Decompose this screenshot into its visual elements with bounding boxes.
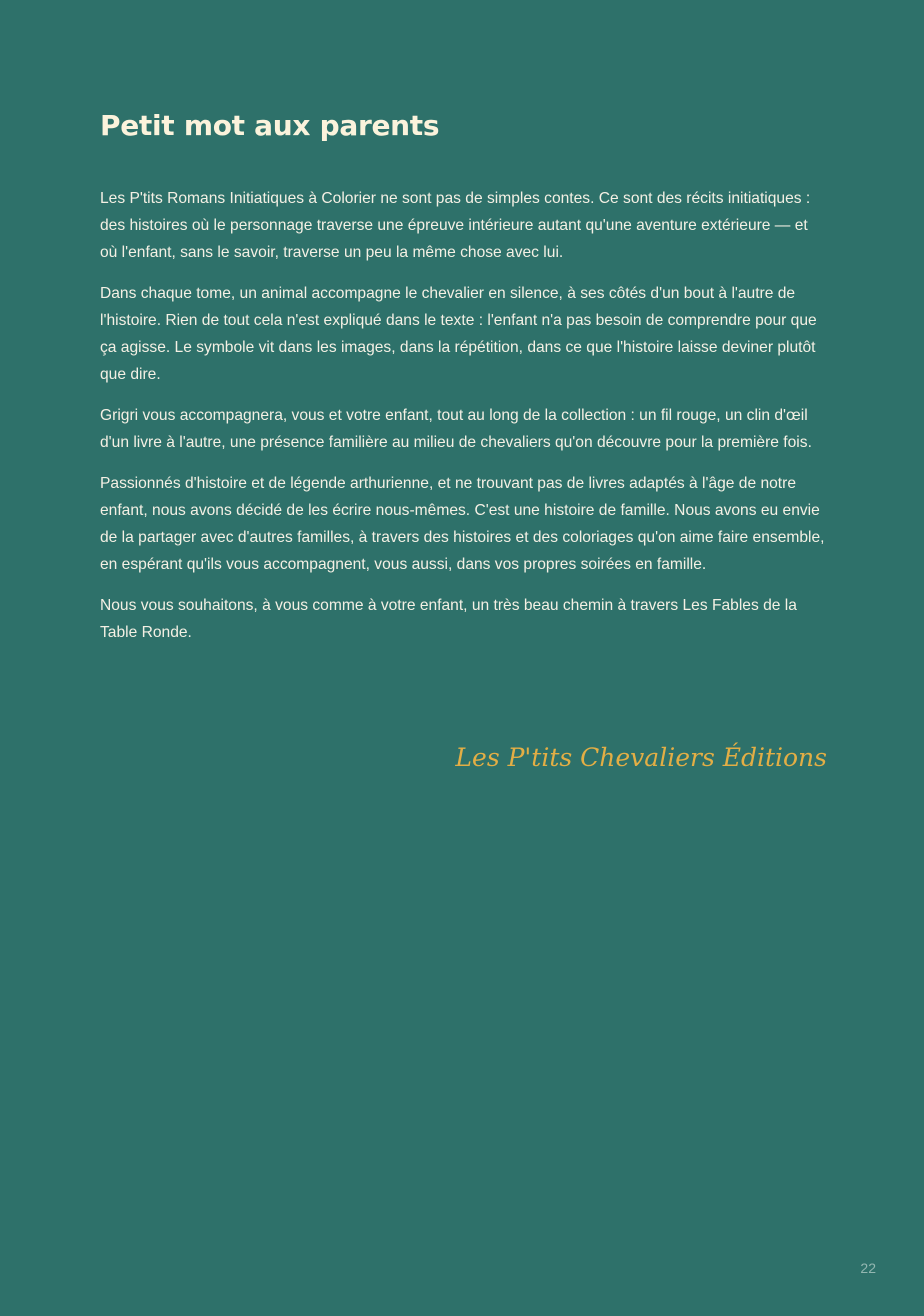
paragraph-intro: Les P'tits Romans Initiatiques à Colorier ne sont pas de simples contes. Ce sont des récits initiatiques : des histoires où le personnage traverse une épreuve intérieure autant qu'une aventure extérieure — et où l'enfant, sans le savoir, traverse un peu la même chose avec lui. <box>100 190 811 261</box>
paragraph-grigri: Grigri vous accompagnera, vous et votre enfant, tout au long de la collection : un fil rouge, un clin d'œil d'un livre à l'autre, une présence familière au milieu de chevaliers qu'on découvre pour la première fois. <box>100 407 812 451</box>
paragraph-wishes: Nous vous souhaitons, à vous comme à votre enfant, un très beau chemin à travers Les Fables de la Table Ronde. <box>100 597 797 641</box>
letter-body <box>100 185 828 660</box>
publisher-signature: Les P'tits Chevaliers Éditions <box>455 743 827 772</box>
paragraph-animal-companion: Dans chaque tome, un animal accompagne le chevalier en silence, à ses côtés d'un bout à l'autre de l'histoire. Rien de tout cela n'est expliqué dans le texte : l'enfant n'a pas besoin de comprendre pour que ça agisse. Le symbole vit dans les images, dans la répétition, dans ce que l'histoire laisse deviner plutôt que dire. <box>100 285 817 383</box>
page-title: Petit mot aux parents <box>100 109 440 142</box>
page-number: 22 <box>860 1260 876 1276</box>
paragraph-family-story: Passionnés d'histoire et de légende arthurienne, et ne trouvant pas de livres adaptés à l'âge de notre enfant, nous avons décidé de les écrire nous-mêmes. C'est une histoire de famille. Nous avons eu envie de la partager avec d'autres familles, à travers des histoires et des coloriages qu'on aime faire ensemble, en espérant qu'ils vous accompagnent, vous aussi, dans vos propres soirées en famille. <box>100 475 825 573</box>
